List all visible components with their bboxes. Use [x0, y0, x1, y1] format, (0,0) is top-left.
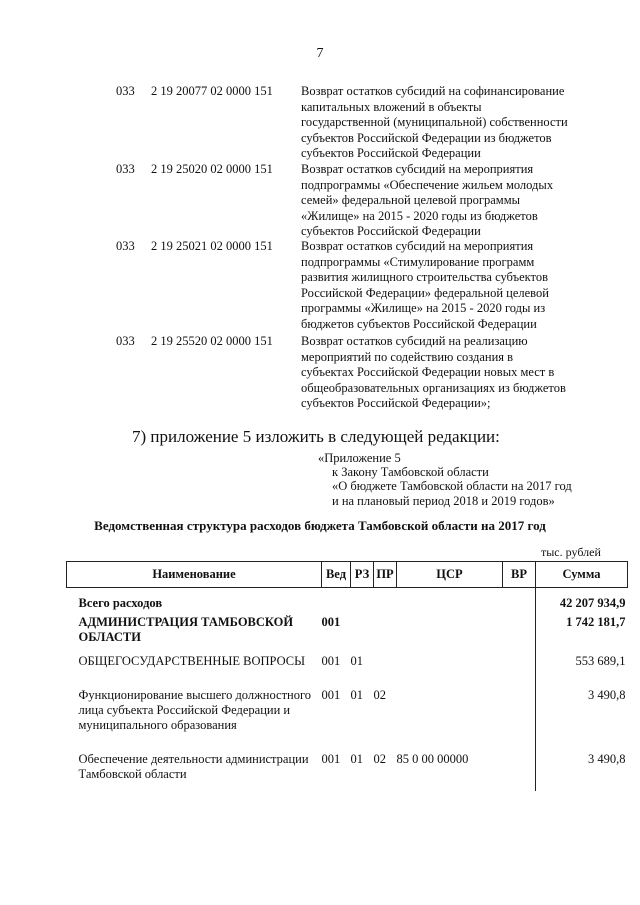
row-name: ОБЩЕГОСУДАРСТВЕННЫЕ ВОПРОСЫ: [78, 653, 306, 668]
description-line: Возврат остатков субсидий на софинансирование: [301, 84, 565, 98]
budget-code: 2 19 20077 02 0000 151: [151, 84, 273, 98]
budget-code: 2 19 25520 02 0000 151: [151, 334, 273, 348]
row-pr: [374, 613, 397, 653]
amendment-text: 7) приложение 5 изложить в следующей редакции:: [132, 427, 500, 446]
col-pr-header: ПР: [374, 562, 397, 588]
description-line: общеобразовательных организациях из бюджетов: [301, 380, 566, 395]
code-description: [301, 239, 601, 333]
appendix-header: [318, 451, 572, 508]
col-rz-header: РЗ: [351, 562, 374, 588]
code-description: [301, 84, 601, 162]
row-rz: 01: [350, 653, 363, 668]
row-ved: 001: [321, 614, 341, 629]
page-number: 7: [316, 46, 324, 61]
row-pr: 02: [373, 751, 386, 766]
table-row: [67, 613, 628, 653]
description-line: Возврат остатков субсидий на реализацию: [301, 334, 528, 348]
row-name: Обеспечение деятельности администрации Тамбовской области: [78, 751, 309, 781]
table-row: [67, 751, 628, 791]
row-ved: 001: [321, 653, 341, 668]
row-ved: 001: [321, 687, 341, 702]
total-label: Всего расходов: [78, 596, 163, 610]
row-name: АДМИНИСТРАЦИЯ ТАМБОВСКОЙ ОБЛАСТИ: [78, 614, 294, 644]
row-pr: [374, 653, 397, 687]
row-csr: [397, 613, 503, 653]
description-line: подпрограммы «Обеспечение жильем молодых: [301, 177, 554, 192]
table-row-total: [67, 588, 628, 613]
description-line: семей» федеральной целевой программы: [301, 193, 521, 208]
admin-code: 033: [116, 162, 135, 176]
description-line: Возврат остатков субсидий на мероприятия: [301, 162, 534, 176]
appendix-line: и на плановый период 2018 и 2019 годов»: [332, 493, 555, 508]
description-line: субъектов Российской Федерации из бюджетов: [301, 130, 552, 145]
description-line: бюджетов субъектов Российской Федерации: [301, 316, 537, 331]
description-line: государственной (муниципальной) собственности: [301, 115, 568, 130]
row-name: Функционирование высшего должностного лица субъекта Российской Федерации и муниципального образования: [78, 687, 312, 732]
description-line: субъектах Российской Федерации новых мест в: [301, 365, 555, 380]
code-description: [301, 334, 601, 412]
budget-table: [66, 561, 628, 791]
table-row: [67, 687, 628, 751]
table-title: Ведомственная структура расходов бюджета Тамбовской области на 2017 год: [94, 518, 546, 533]
col-ved-header: Вед: [322, 562, 351, 588]
description-line: подпрограммы «Стимулирование программ: [301, 254, 535, 269]
description-line: Возврат остатков субсидий на мероприятия: [301, 239, 534, 253]
col-vr-header: ВР: [503, 562, 536, 588]
code-description: [301, 162, 601, 240]
row-rz: 01: [350, 687, 363, 702]
row-vr: [503, 653, 536, 687]
appendix-line: «О бюджете Тамбовской области на 2017 год: [332, 479, 572, 494]
row-rz: [351, 613, 374, 653]
budget-code: 2 19 25021 02 0000 151: [151, 239, 273, 253]
row-rz: 01: [350, 751, 363, 766]
budget-code: 2 19 25020 02 0000 151: [151, 162, 273, 176]
row-sum: 553 689,1: [536, 653, 628, 687]
row-vr: [503, 687, 536, 751]
col-sum-header: Сумма: [536, 562, 628, 588]
row-sum: 1 742 181,7: [536, 613, 628, 653]
description-line: программы «Жилище» на 2015 - 2020 годы из: [301, 301, 546, 316]
units-label: тыс. рублей: [541, 545, 601, 559]
col-name-header: Наименование: [67, 562, 322, 588]
admin-code: 033: [116, 84, 135, 98]
row-ved: 001: [321, 751, 341, 766]
row-vr: [503, 613, 536, 653]
row-sum: 3 490,8: [536, 687, 628, 751]
description-line: развития жилищного строительства субъектов: [301, 270, 548, 285]
row-pr: 02: [373, 687, 386, 702]
appendix-line: «Приложение 5: [318, 451, 401, 465]
description-line: «Жилище» на 2015 - 2020 годы из бюджетов: [301, 208, 538, 223]
description-line: Российской Федерации» федеральной целевой: [301, 285, 549, 300]
row-csr: [397, 687, 503, 751]
description-line: мероприятий по содействию создания в: [301, 349, 514, 364]
appendix-line: к Закону Тамбовской области: [332, 465, 489, 480]
col-csr-header: ЦСР: [397, 562, 503, 588]
admin-code: 033: [116, 239, 135, 253]
row-csr: 85 0 00 00000: [396, 751, 469, 766]
row-sum: 3 490,8: [536, 751, 628, 791]
description-line: капитальных вложений в объекты: [301, 99, 482, 114]
table-row: [67, 653, 628, 687]
table-header-row: [67, 562, 628, 588]
row-csr: [397, 653, 503, 687]
row-vr: [503, 751, 536, 791]
description-line: субъектов Российской Федерации: [301, 224, 481, 239]
description-line: субъектов Российской Федерации: [301, 146, 481, 161]
admin-code: 033: [116, 334, 135, 348]
description-line: субъектов Российской Федерации»;: [301, 396, 491, 411]
total-sum: 42 207 934,9: [536, 588, 628, 613]
